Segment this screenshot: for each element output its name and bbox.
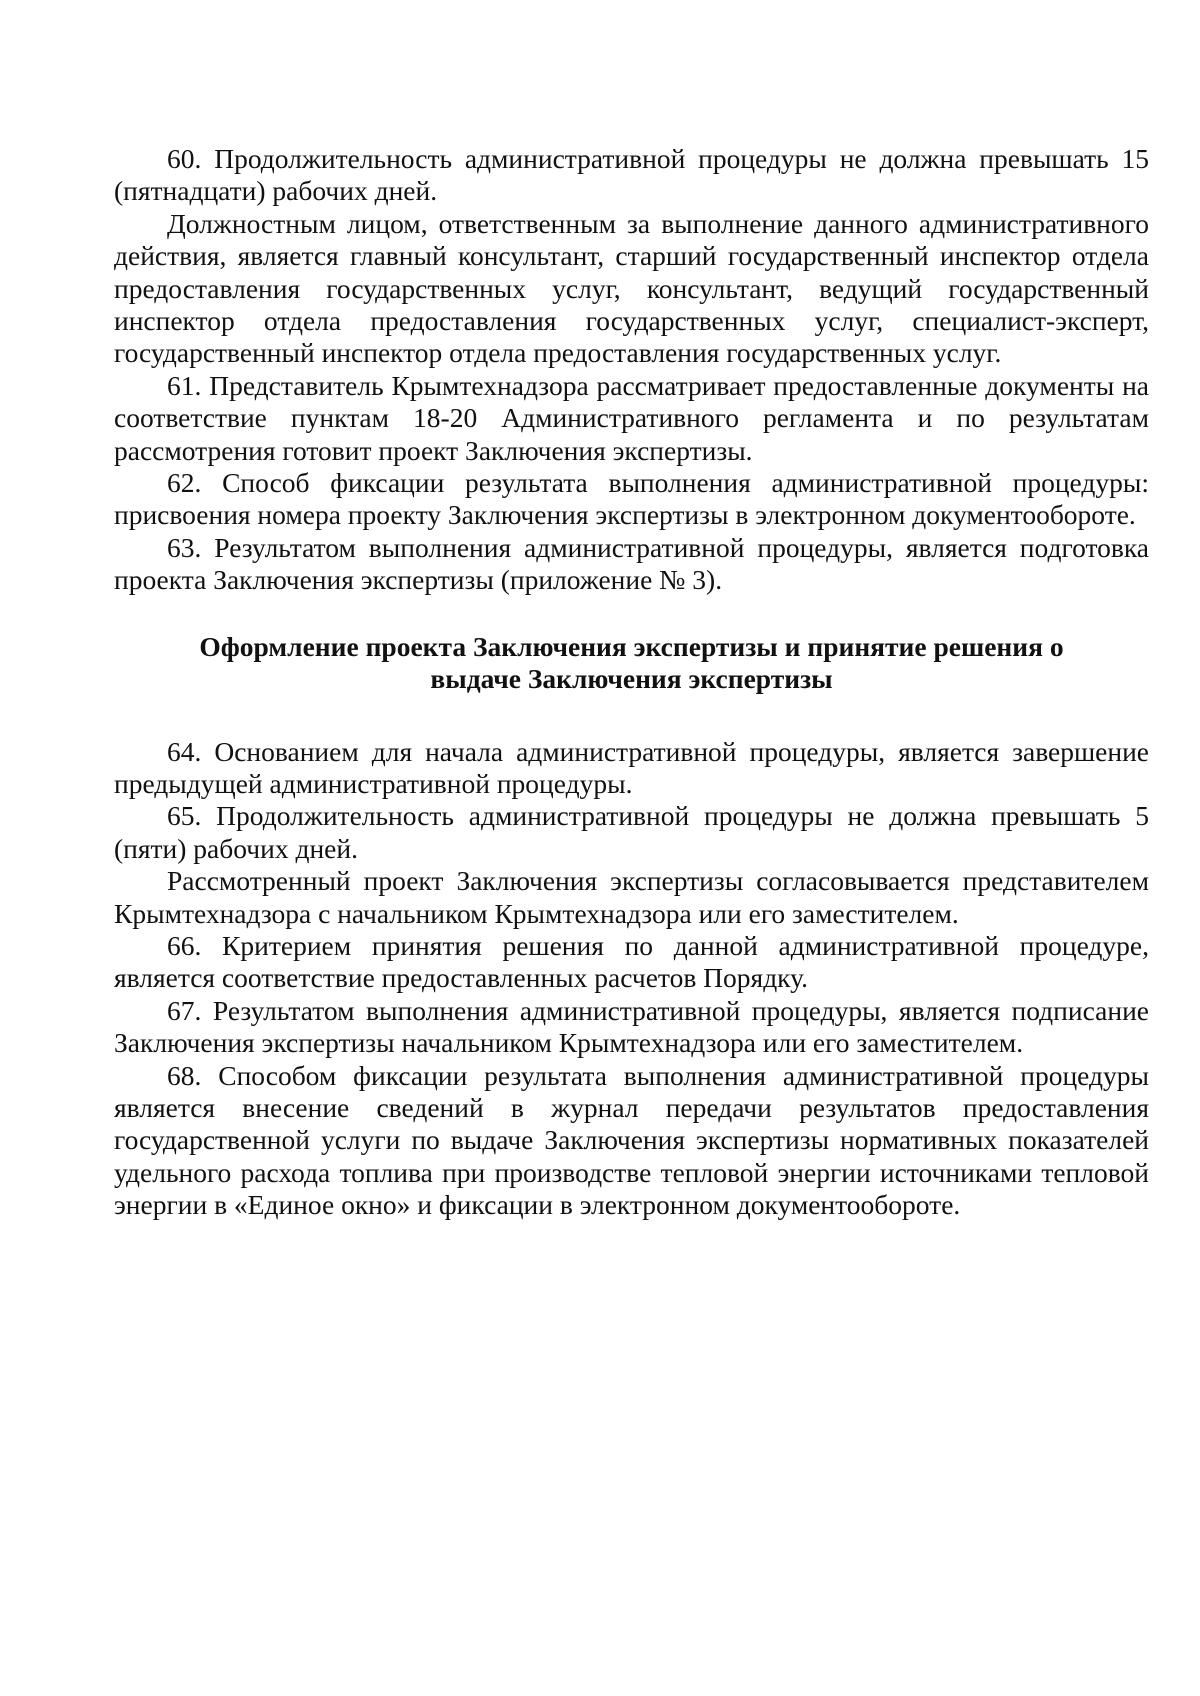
paragraph-approval: Рассмотренный проект Заключения экспертизы согласовывается представителем Крымтехнадзора с начальником Крымтехнадзора или его заместителем.: [114, 865, 1149, 929]
paragraph-66: 66. Критерием принятия решения по данной административной процедуре, является соответствие предоставленных расчетов Порядку.: [114, 929, 1149, 994]
paragraph-63: 63. Результатом выполнения административной процедуры, является подготовка проекта Заключения экспертизы (приложение № 3).: [114, 531, 1149, 596]
spacer: [114, 597, 1149, 631]
paragraph-responsible-person: Должностным лицом, ответственным за выполнение данного административного действия, является главный консультант, старший государственный инспектор отдела предоставления государственных услуг, консультант, ведущий государственный инспектор отдела предоставления государственных услуг, специалист-эксперт, государственный инспектор отдела предоставления государственных услуг.: [114, 207, 1149, 369]
section-heading: Оформление проекта Заключения экспертизы и принятие решения о выдаче Заключения экспертизы: [199, 630, 1064, 695]
paragraph-62: 62. Способ фиксации результата выполнения административной процедуры: присвоения номера проекту Заключения экспертизы в электронном документообороте.: [114, 467, 1149, 531]
paragraph-68: 68. Способом фиксации результата выполнения административной процедуры является внесение сведений в журнал передачи результатов предоставления государственной услуги по выдаче Заключения экспертизы нормативных показателей удельного расхода топлива при производстве тепловой энергии источниками тепловой энергии в «Единое окно» и фиксации в электронном документообороте.: [114, 1059, 1149, 1221]
paragraph-61: 61. Представитель Крымтехнадзора рассматривает предоставленные документы на соответствие пунктам 18-20 Административного регламента и по результатам рассмотрения готовит проект Заключения экспертизы.: [114, 369, 1149, 466]
document-body: [114, 143, 1149, 1222]
paragraph-64: 64. Основанием для начала административной процедуры, является завершение предыдущей административной процедуры.: [114, 735, 1149, 799]
paragraph-65: 65. Продолжительность административной процедуры не должна превышать 5 (пяти) рабочих дней.: [114, 800, 1149, 864]
paragraph-67: 67. Результатом выполнения административной процедуры, является подписание Заключения экспертизы начальником Крымтехнадзора или его заместителем.: [114, 994, 1149, 1059]
paragraph-60: 60. Продолжительность административной процедуры не должна превышать 15 (пятнадцати) рабочих дней.: [114, 143, 1149, 207]
spacer: [114, 696, 1149, 736]
